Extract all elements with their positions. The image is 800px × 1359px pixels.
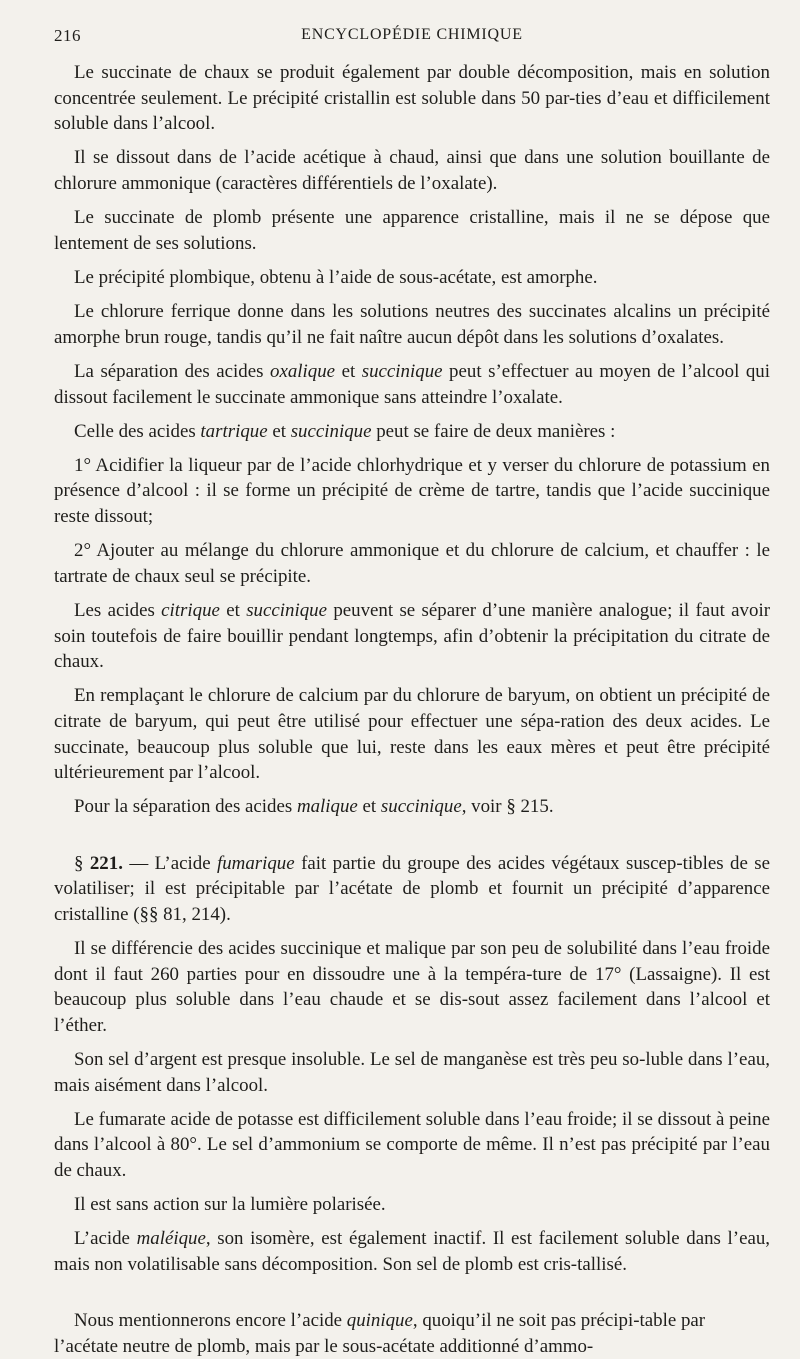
paragraph [54,851,770,928]
paragraph [54,1308,770,1359]
section-gap [54,829,770,851]
paragraph [54,419,770,445]
text-run: Il est sans action sur la lumière polarisée. [74,1194,386,1216]
paragraph [54,299,770,350]
italic-term: citrique [161,600,220,622]
text-run: Le chlorure ferrique donne dans les solutions neutres des succinates alcalins un précipité amorphe brun rouge, tandis qu’il ne fait naître aucun dépôt dans les solutions d’oxalates. [54,301,770,348]
text-run: 1° Acidifier la liqueur par de l’acide chlorhydrique et y verser du chlorure de potassium en présence d’alcool : il se forme un précipité de crème de tartre, tandis que l’acide succinique reste dissout; [54,454,770,528]
paragraph [54,683,770,785]
paragraph [54,1226,770,1277]
text-run: Il se différencie des acides succinique et malique par son peu de solubilité dans l’eau froide dont il faut 260 parties pour en dissoudre une à la tempéra-ture de 17° (Lassaigne). Il est beaucoup plus soluble dans l’eau chaude et se dis-sout assez facilement dans l’alcool et l’éther. [54,937,770,1036]
text-run: , son isomère, est également inactif. Il est facilement soluble dans l’eau, mais non volatilisable sans décomposition. Son sel de plomb est cris-tallisé. [54,1228,771,1275]
text-run: — L’acide [122,852,217,874]
running-head: ENCYCLOPÉDIE CHIMIQUE [301,26,523,43]
italic-term: succinique [246,600,327,622]
italic-term: succinique [380,796,462,818]
paragraph [54,538,770,589]
paragraph [54,60,770,137]
section-number: 221. [89,852,123,874]
paragraph [54,265,770,291]
paragraph [54,1047,770,1098]
text-run: La séparation des acides [74,360,270,382]
text-run: peuvent se séparer d’une manière analogue; il faut avoir soin toutefois de faire bouillir pendant longtemps, afin d’obtenir la précipitation du citrate de chaux. [54,600,770,673]
text-run: peut s’effectuer au moyen de l’alcool qui dissout facilement le succinate ammonique sans atteindre l’oxalate. [54,360,770,408]
text-run: peut se faire de deux manières : [371,420,616,442]
paragraph [54,598,770,675]
paragraph [54,145,770,196]
text-run: Le succinate de chaux se produit également par double décomposition, mais en solution concentrée seulement. Le précipité cristallin est soluble dans 50 par-ties d’eau et difficilement soluble dans l’alcool. [54,62,770,135]
text-run: et [335,360,362,382]
text-run: Celle des acides [74,420,201,442]
body-text [54,60,770,1359]
text-run: Son sel d’argent est presque insoluble. Le sel de manganèse est très peu so-luble dans l’eau, mais aisément dans l’alcool. [54,1048,770,1096]
text-run: et [267,420,291,442]
text-run: § [74,852,90,874]
text-run: 2° Ajouter au mélange du chlorure ammonique et du chlorure de calcium, et chauffer : le tartrate de chaux seul se précipite. [54,540,770,587]
italic-term: fumarique [216,852,295,874]
paragraph [54,359,770,410]
italic-term: tartrique [200,420,268,442]
text-run: Nous mentionnerons encore l’acide [74,1310,347,1332]
paragraph [54,794,770,820]
text-run: , voir § 215. [461,796,554,818]
text-run: En remplaçant le chlorure de calcium par du chlorure de baryum, on obtient un précipité de citrate de baryum, qui peut être utilisé pour effectuer une sépa-ration des deux acides. Le succinate, beaucoup plus soluble que lui, reste dans les eaux mères et peut être précipité ultérieurement par l’alcool. [54,685,770,784]
italic-term: succinique [290,420,372,442]
text-run: Pour la séparation des acides [74,796,297,818]
italic-term: succinique [361,360,443,382]
italic-term: oxalique [270,360,336,382]
paragraph [54,936,770,1038]
text-run: Les acides [74,600,162,622]
text-run: et [219,600,247,622]
text-run: , quoiqu’il ne soit pas précipi-table par l’acétate neutre de plomb, mais par le sous-acétate additionné d’ammo- [54,1310,706,1357]
paragraph [54,205,770,256]
text-run: fait partie du groupe des acides végétaux suscep-tibles de se volatiliser; il est précipitable par l’acétate de plomb et fournit un précipité d’apparence cristalline (§§ 81, 214). [54,852,770,925]
page-number: 216 [54,26,81,45]
text-run: L’acide [74,1228,137,1250]
paragraph [54,1192,770,1218]
text-run: Le fumarate acide de potasse est difficilement soluble dans l’eau froide; il se dissout à peine dans l’alcool à 80°. Le sel d’ammonium se comporte de même. Il n’est pas précipité par l’eau de chaux. [54,1108,770,1181]
italic-term: malique [296,796,358,818]
section-gap [54,1286,770,1308]
text-run: Le précipité plombique, obtenu à l’aide de sous-acétate, est amorphe. [74,266,598,288]
italic-term: quinique [346,1310,413,1332]
text-run: Il se dissout dans de l’acide acétique à chaud, ainsi que dans une solution bouillante de chlorure ammonique (caractères différentiels de l’oxalate). [54,147,770,194]
text-run: Le succinate de plomb présente une apparence cristalline, mais il ne se dépose que lentement de ses solutions. [54,207,770,254]
paragraph [54,453,770,530]
text-run: et [357,796,381,818]
italic-term: maléique [136,1228,206,1250]
page-header [54,26,770,56]
paragraph [54,1107,770,1184]
